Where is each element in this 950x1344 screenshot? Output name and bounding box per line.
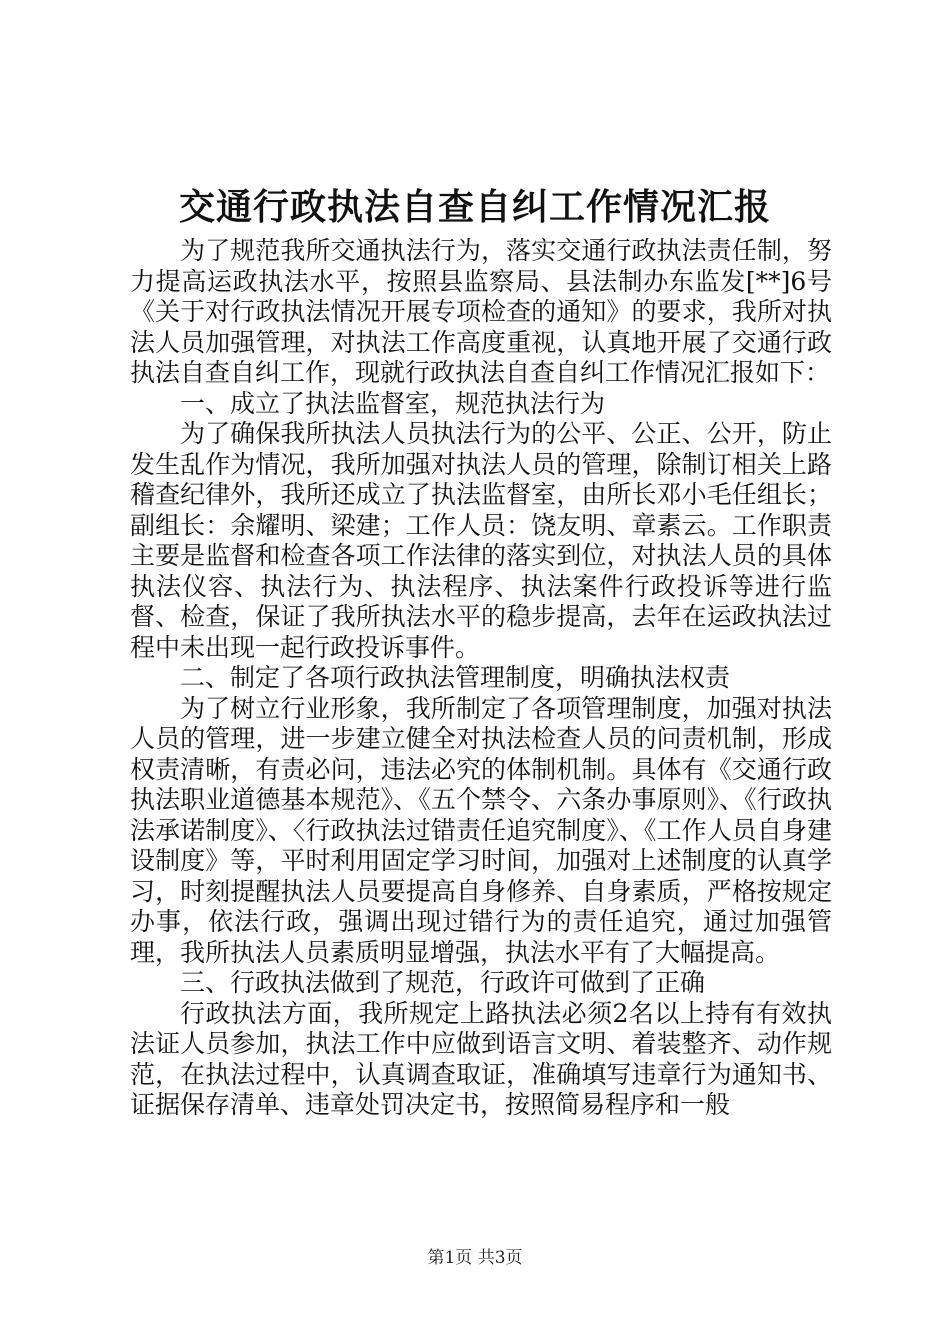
- document-title: 交通行政执法自查自纠工作情况汇报: [178, 186, 771, 228]
- page-number-footer: 第1页 共3页: [427, 1248, 523, 1268]
- section-paragraph-3: 行政执法方面，我所规定上路执法必须2名以上持有有效执法证人员参加，执法工作中应做到语言文明、着装整齐、动作规范，在执法过程中，认真调查取证，准确填写违章行为通知书、证据保存清单、违章处罚决定书，按照简易程序和一般: [130, 998, 832, 1119]
- section-paragraph-2: 为了树立行业形象，我所制定了各项管理制度，加强对执法人员的管理，进一步建立健全对执法检查人员的问责机制，形成权责清晰，有责必问，违法必究的体制机制。具体有《交通行政执法职业道德基本规范》、《五个禁令、六条办事原则》、《行政执法承诺制度》、〈行政执法过错责任追究制度》、《工作人员自身建设制度》等，平时利用固定学习时间，加强对上述制度的认真学习，时刻提醒执法人员要提高自身修养、自身素质，严格按规定办事，依法行政，强调出现过错行为的责任追究，通过加强管理，我所执法人员素质明显增强，执法水平有了大幅提高。: [130, 693, 832, 967]
- section-heading-3: 三、行政执法做到了规范，行政许可做到了正确: [180, 968, 706, 997]
- section-heading-1: 一、成立了执法监督室，规范执法行为: [180, 388, 606, 418]
- document-body: [130, 236, 832, 1121]
- section-paragraph-1: 为了确保我所执法人员执法行为的公平、公正、公开，防止发生乱作为情况，我所加强对执法人员的管理，除制订相关上路稽查纪律外，我所还成立了执法监督室，由所长邓小毛任组长；副组长：余耀明、梁建；工作人员：饶友明、章素云。工作职责主要是监督和检查各项工作法律的落实到位，对执法人员的具体执法仪容、执法行为、执法程序、执法案件行政投诉等进行监督、检查，保证了我所执法水平的稳步提高，去年在运政执法过程中未出现一起行政投诉事件。: [130, 419, 832, 662]
- section-heading-2: 二、制定了各项行政执法管理制度，明确执法权责: [180, 663, 731, 692]
- intro-paragraph: 为了规范我所交通执法行为，落实交通行政执法责任制，努力提高运政执法水平，按照县监察局、县法制办东监发[**]6号《关于对行政执法情况开展专项检查的通知》的要求，我所对执法人员加强管理，对执法工作高度重视，认真地开展了交通行政执法自查自纠工作，现就行政执法自查自纠工作情况汇报如下：: [130, 236, 832, 387]
